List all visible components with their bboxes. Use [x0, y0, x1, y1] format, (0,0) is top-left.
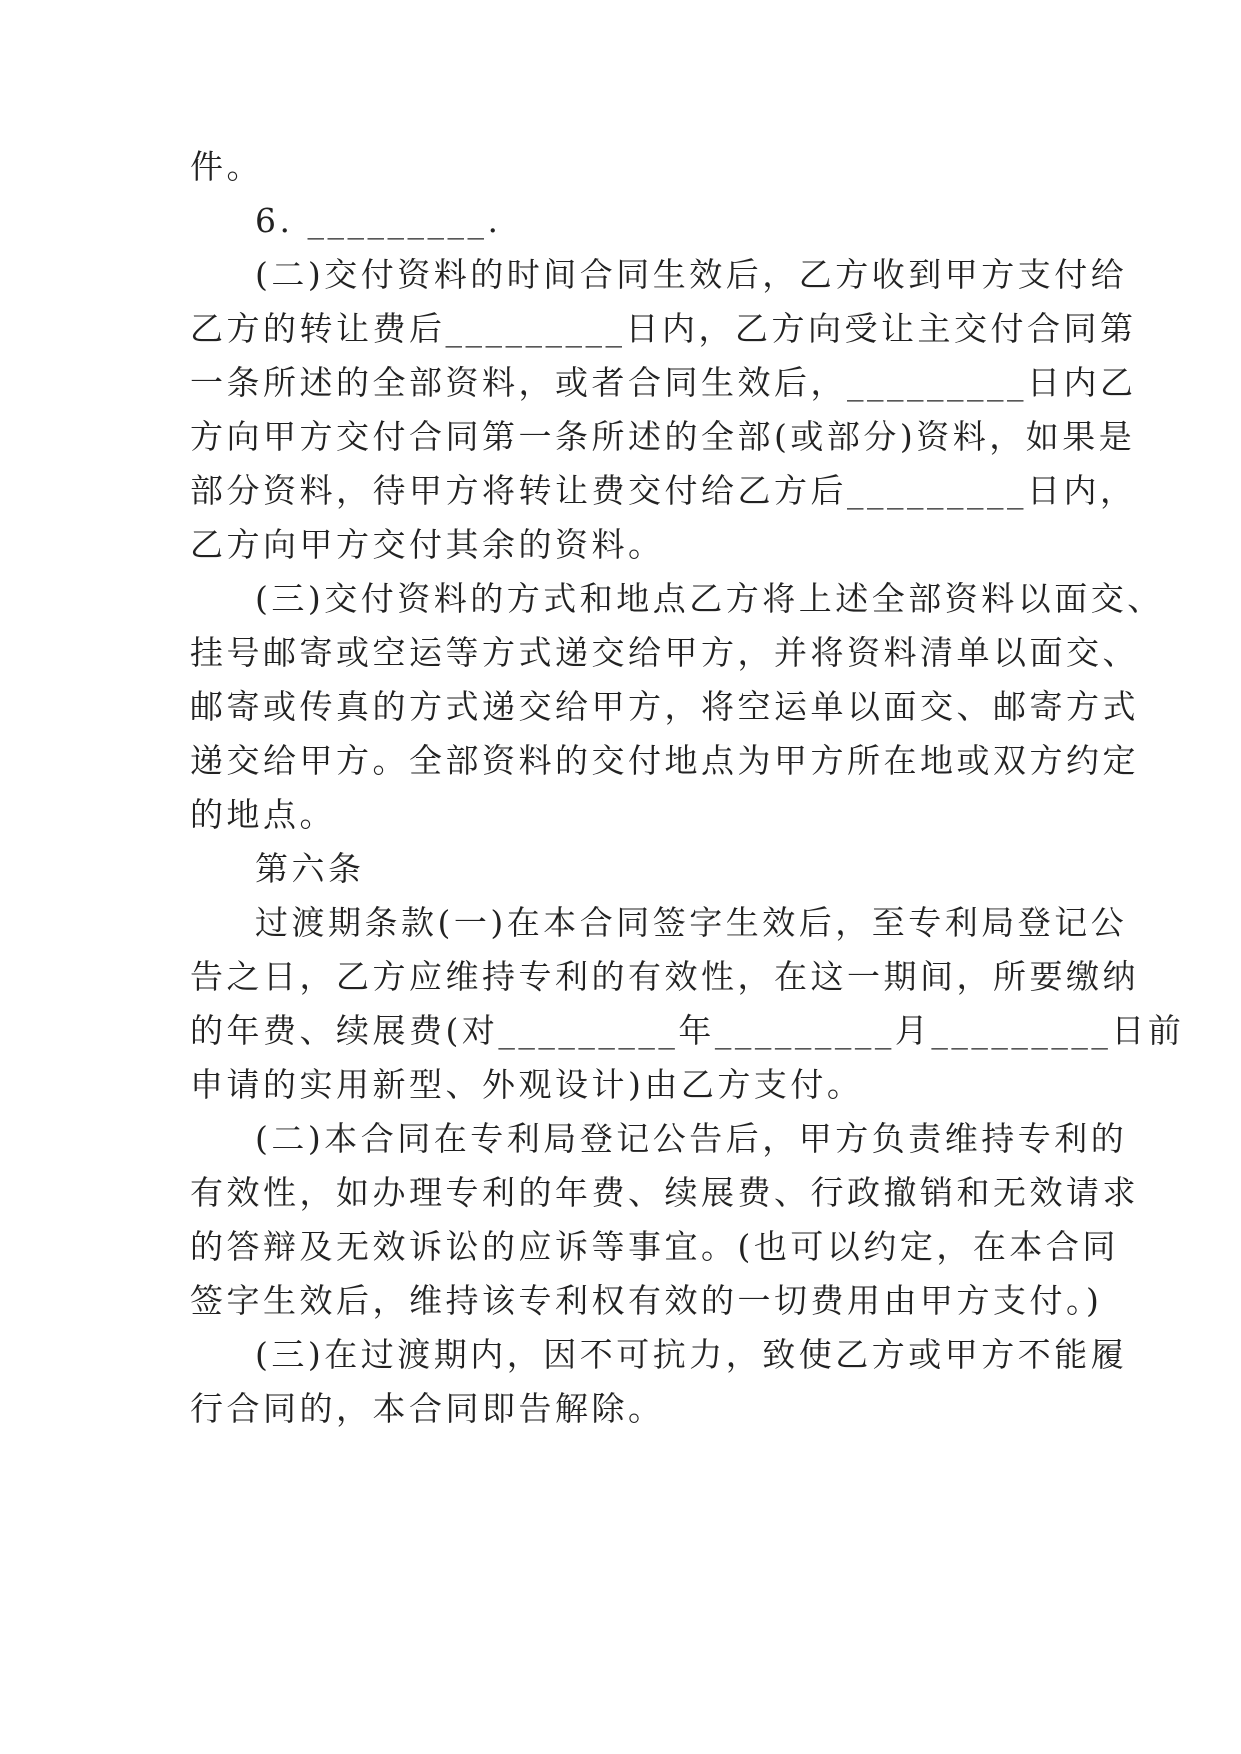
text-line-7: 部分资料，待甲方将转让费交付给乙方后_________日内， [190, 471, 1137, 510]
text-line-16: 告之日，乙方应维持专利的有效性，在这一期间，所要缴纳 [190, 957, 1139, 996]
text-line-12: 递交给甲方。全部资料的交付地点为甲方所在地或双方约定 [190, 741, 1139, 780]
text-line-5: 一条所述的全部资料，或者合同生效后，_________日内乙 [190, 363, 1137, 402]
text-line-17: 的年费、续展费(对_________年_________月_________日前 [190, 1011, 1185, 1050]
text-line-15: 过渡期条款(一)在本合同签字生效后，至专利局登记公 [255, 903, 1128, 942]
text-line-21: 的答辩及无效诉讼的应诉等事宜。(也可以约定，在本合同 [190, 1227, 1119, 1266]
text-line-13: 的地点。 [190, 795, 336, 834]
text-line-14: 第六条 [255, 849, 365, 888]
text-line-4: 乙方的转让费后_________日内，乙方向受让主交付合同第 [190, 309, 1137, 348]
text-line-10: 挂号邮寄或空运等方式递交给甲方，并将资料清单以面交、 [190, 633, 1139, 672]
text-line-3: (二)交付资料的时间合同生效后，乙方收到甲方支付给 [255, 255, 1128, 294]
text-line-19: (二)本合同在专利局登记公告后，甲方负责维持专利的 [255, 1119, 1128, 1158]
text-line-11: 邮寄或传真的方式递交给甲方，将空运单以面交、邮寄方式 [190, 687, 1139, 726]
text-line-18: 申请的实用新型、外观设计)由乙方支付。 [190, 1065, 864, 1104]
text-line-22: 签字生效后，维持该专利权有效的一切费用由甲方支付。) [190, 1281, 1103, 1320]
text-line-6: 方向甲方交付合同第一条所述的全部(或部分)资料，如果是 [190, 417, 1136, 456]
text-line-9: (三)交付资料的方式和地点乙方将上述全部资料以面交、 [255, 579, 1164, 618]
text-line-24: 行合同的，本合同即告解除。 [190, 1389, 665, 1428]
text-line-1: 件。 [190, 147, 263, 186]
text-line-8: 乙方向甲方交付其余的资料。 [190, 525, 665, 564]
text-line-23: (三)在过渡期内，因不可抗力，致使乙方或甲方不能履 [255, 1335, 1128, 1374]
text-line-2: 6. _________. [255, 201, 502, 240]
text-line-20: 有效性，如办理专利的年费、续展费、行政撤销和无效请求 [190, 1173, 1139, 1212]
